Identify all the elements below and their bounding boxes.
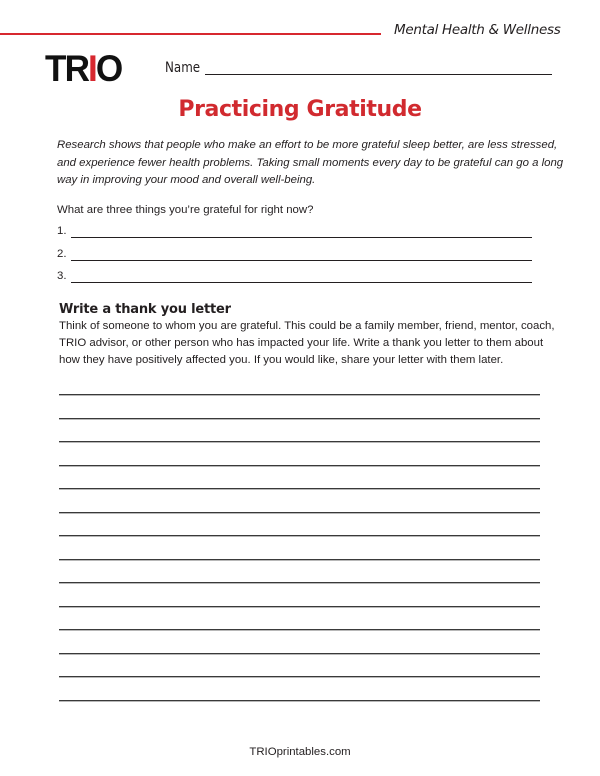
answer-number-3: 3. xyxy=(57,270,67,282)
logo-text-tr: TR xyxy=(45,48,89,89)
letter-line[interactable] xyxy=(59,512,540,514)
letter-line[interactable] xyxy=(59,418,540,420)
letter-line[interactable] xyxy=(59,606,540,608)
letter-line[interactable] xyxy=(59,535,540,537)
category-label: Mental Health & Wellness xyxy=(394,22,561,38)
letter-line[interactable] xyxy=(59,676,540,678)
name-label: Name xyxy=(165,60,201,76)
page-title: Practicing Gratitude xyxy=(178,97,422,122)
letter-line[interactable] xyxy=(59,559,540,561)
letter-line[interactable] xyxy=(59,441,540,443)
letter-line[interactable] xyxy=(59,465,540,467)
intro-paragraph: Research shows that people who make an effort to be more grateful sleep better, are less stressed, and experience fewer health problems. Taking small moments every day to be grateful can go a long way in improving your mood and overall well-being. xyxy=(57,139,564,186)
logo-text-o: O xyxy=(95,48,122,89)
letter-line[interactable] xyxy=(59,629,540,631)
name-field[interactable] xyxy=(205,74,552,75)
letter-line[interactable] xyxy=(59,582,540,584)
letter-line[interactable] xyxy=(59,488,540,490)
answer-field-2[interactable] xyxy=(71,260,532,261)
letter-instructions: Think of someone to whom you are grateful. This could be a family member, friend, mentor, coach, TRIO advisor, or other person who has impacted your life. Write a thank you letter to them about how they have positively affected you. If you would like, share your letter with them later. xyxy=(59,320,555,367)
answer-field-1[interactable] xyxy=(71,237,532,238)
header-accent-line xyxy=(0,33,381,35)
letter-line[interactable] xyxy=(59,700,540,702)
answer-number-2: 2. xyxy=(57,248,67,260)
gratitude-question: What are three things you’re grateful for right now? xyxy=(57,204,314,216)
letter-line[interactable] xyxy=(59,653,540,655)
letter-line[interactable] xyxy=(59,394,540,396)
answer-number-1: 1. xyxy=(57,225,67,237)
trio-logo xyxy=(45,50,121,87)
letter-heading: Write a thank you letter xyxy=(59,302,231,317)
answer-field-3[interactable] xyxy=(71,282,532,283)
footer-website: TRIOprintables.com xyxy=(249,746,351,758)
logo-text-i: I xyxy=(88,48,96,89)
